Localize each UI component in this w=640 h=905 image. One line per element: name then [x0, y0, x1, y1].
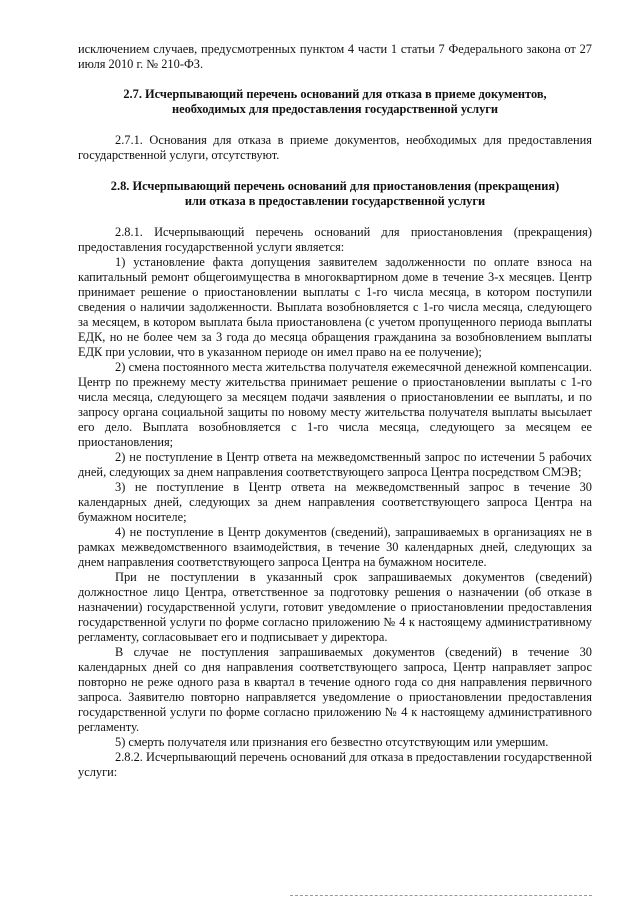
intro-paragraph: исключением случаев, предусмотренных пунктом 4 части 1 статьи 7 Федерального закона от 27 июля 2010 г. № 210-ФЗ. [78, 42, 592, 71]
section-2-7-1-paragraph: 2.7.1. Основания для отказа в приеме документов, необходимых для предоставления государственной услуги, отсутствуют. [78, 133, 592, 162]
paragraph-no-documents: При не поступлении в указанный срок запрашиваемых документов (сведений) должностное лицо Центра, ответственное за подготовку решения о назначении (об отказе в назначении) государственной услуги, готовит уведомление о приостановлении предоставления государственной услуги по форме согласно приложению № 4 к настоящему административному регламенту, согласовывает его и подписывает у директора. [78, 570, 592, 644]
list-item-3: 3) не поступление в Центр ответа на межведомственный запрос в течение 30 календарных дней, следующих за днем направления соответствующего запроса Центра на бумажном носителе; [78, 480, 592, 524]
paragraph-30-days: В случае не поступления запрашиваемых документов (сведений) в течение 30 календарных дней со дня направления соответствующего запроса, Центр направляет запрос повторно не реже одного раза в квартал в течение одного года со дня направления первичного запроса. Заявителю повторно направляется уведомление о приостановлении предоставления государственной услуги по форме согласно приложению № 4 к настоящему административного регламенту. [78, 645, 592, 734]
footer-divider [290, 895, 592, 896]
section-2-8-1-paragraph: 2.8.1. Исчерпывающий перечень оснований для приостановления (прекращения) предоставления государственной услуги является: [78, 225, 592, 254]
section-2-7-heading: 2.7. Исчерпывающий перечень оснований для отказа в приеме документов, необходимых для предоставления государственной услуги [123, 87, 547, 116]
section-2-8-2-paragraph: 2.8.2. Исчерпывающий перечень оснований для отказа в предоставлении государственной услуги: [78, 750, 592, 779]
list-item-1: 1) установление факта допущения заявителем задолженности по оплате взноса на капитальный ремонт общегоимущества в многоквартирном доме в течение 3-х месяцев. Центр принимает решение о приостановлении выплаты с 1-го числа месяца, в котором поступили сведения о наличии задолженности. Выплата возобновляется с 1-го числа месяца, следующего за месяцем, в котором выплата была приостановлена (с учетом пропущенного периода выплаты ЕДК, но не более чем за 3 года до месяца обращения гражданина за возобновлением выплаты ЕДК при условии, что в указанном периоде он имел право на ее получение); [78, 255, 592, 359]
list-item-2a: 2) смена постоянного места жительства получателя ежемесячной денежной компенсации. Центр по прежнему месту жительства принимает решение о приостановлении выплаты с 1-го числа месяца, следующего за месяцем подачи заявления о приостановлении ее выплаты, и по запросу органа социальной защиты по новому месту жительства получателя выплаты высылает его дело. Выплата возобновляется с 1-го числа месяца, следующего за месяцем ее приостановления; [78, 360, 592, 449]
list-item-4: 4) не поступление в Центр документов (сведений), запрашиваемых в организациях не в рамках межведомственного взаимодействия, в течение 30 календарных дней, следующих за днем направления соответствующего запроса Центра на бумажном носителе. [78, 525, 592, 569]
section-2-8-heading: 2.8. Исчерпывающий перечень оснований для приостановления (прекращения) или отказа в предоставлении государственной услуги [110, 179, 560, 208]
list-item-5: 5) смерть получателя или признания его безвестно отсутствующим или умершим. [115, 735, 549, 749]
list-item-2b: 2) не поступление в Центр ответа на межведомственный запрос по истечении 5 рабочих дней, следующих за днем направления соответствующего запроса Центра посредством СМЭВ; [78, 450, 592, 479]
document-page [78, 42, 592, 780]
